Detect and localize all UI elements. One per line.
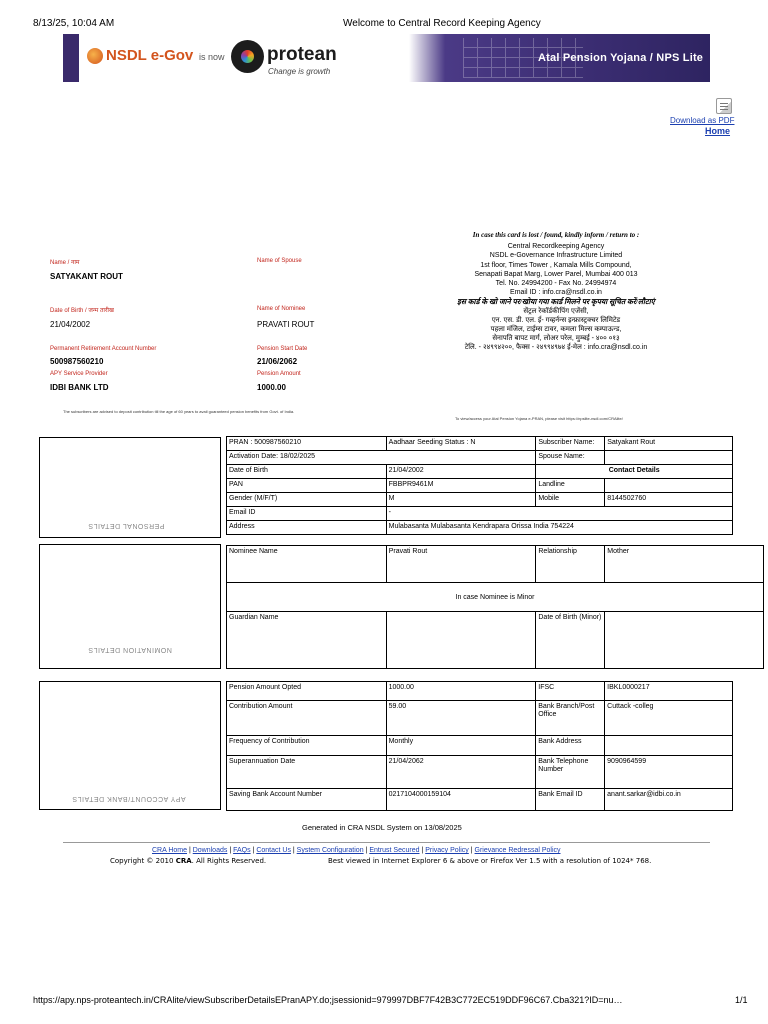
footer-divider xyxy=(63,842,710,843)
inform-line: Central Recordkeeping Agency xyxy=(507,243,605,251)
print-datetime: 8/13/25, 10:04 AM xyxy=(33,18,115,29)
table-row xyxy=(227,521,733,535)
inform-hindi-address xyxy=(423,307,689,353)
inform-line: Senapati Bapat Marg, Lower Parel, Mumbai 400 013 xyxy=(474,270,638,278)
gender-label-cell: Gender (M/F/T) xyxy=(227,493,387,507)
inform-address xyxy=(423,242,689,297)
guardian-name-label: Guardian Name xyxy=(227,612,387,669)
banner-left-strip xyxy=(63,34,79,82)
copyright-brand: CRA xyxy=(175,857,192,865)
inform-line: Tel. No. 24994200 - Fax No. 24994974 xyxy=(495,280,617,288)
table-row xyxy=(227,507,733,521)
subscriber-name-label: Subscriber Name: xyxy=(536,437,605,451)
gender-value-cell: M xyxy=(386,493,536,507)
contribution-amount-label: Contribution Amount xyxy=(227,701,387,736)
bank-telephone-label: Bank Telephone Number xyxy=(536,756,605,789)
ifsc-label: IFSC xyxy=(536,682,605,701)
home-link[interactable]: Home xyxy=(705,126,731,136)
protean-logo-icon xyxy=(231,40,264,73)
pension-amount-value: 1000.00 xyxy=(257,383,286,392)
footer-link-cra-home[interactable]: CRA Home xyxy=(152,847,188,854)
header-banner xyxy=(63,34,710,82)
pension-start-label: Pension Start Date xyxy=(257,346,308,352)
personal-details-section-label: PERSONAL DETAILS xyxy=(88,522,165,529)
protean-logo-text: protean xyxy=(267,44,337,65)
table-row xyxy=(227,546,764,583)
dob-value: 21/04/2002 xyxy=(50,320,91,329)
table-row xyxy=(227,583,764,612)
contact-details-heading: Contact Details xyxy=(536,465,733,479)
table-row xyxy=(227,479,733,493)
name-value: SATYAKANT ROUT xyxy=(50,272,123,281)
frequency-label: Frequency of Contribution xyxy=(227,736,387,756)
pension-opted-value: 1000.00 xyxy=(386,682,536,701)
landline-label-cell: Landline xyxy=(536,479,605,493)
inform-hindi-line: सेंट्रल रेकॉर्डकीपिंग एजेंसी, xyxy=(523,307,589,315)
bank-address-value xyxy=(605,736,733,756)
landline-value-cell xyxy=(605,479,733,493)
inform-hindi-line: एन. एस. डी. एल. ई- गव्हर्नन्स इन्फ्रास्ट्रक्चर लिमिटेड xyxy=(491,316,621,324)
inform-line: Email ID : info.cra@nsdl.co.in xyxy=(510,289,602,297)
contribution-advice: The subscribers are advised to deposit contribution till the age of 60 years to avail guaranteed pension benefits from Govt. of India. xyxy=(63,409,295,414)
inform-line: 1st floor, Times Tower , Kamala Mills Compound, xyxy=(480,261,632,269)
copyright-notice xyxy=(110,857,266,865)
relationship-label: Relationship xyxy=(536,546,605,583)
is-now-text: is now xyxy=(199,52,225,62)
nominee-label: Name of Nominee xyxy=(257,306,306,312)
copyright-suffix: . All Rights Reserved. xyxy=(191,857,267,865)
table-row xyxy=(227,736,733,756)
table-row xyxy=(227,756,733,789)
savings-account-value: 0217104000159104 xyxy=(386,789,536,811)
nominee-value: PRAVATI ROUT xyxy=(257,320,315,329)
personal-details-photo-box xyxy=(39,437,221,538)
bank-branch-value: Cuttack -colleg xyxy=(605,701,733,736)
footer-link-contact-us[interactable]: Contact Us xyxy=(256,847,291,854)
nominee-name-label: Nominee Name xyxy=(227,546,387,583)
mobile-value-cell: 8144502760 xyxy=(605,493,733,507)
print-url: https://apy.nps-proteantech.in/CRAlite/viewSubscriberDetailsEPranAPY.do;jsessionid=979997DBF7F42B3C772EC519DDF96C67.Cba321?ID=nu… xyxy=(33,995,623,1005)
nominee-name-value: Pravati Rout xyxy=(386,546,536,583)
banner-title: Atal Pension Yojana / NPS Lite xyxy=(538,52,704,64)
name-label: Name / नाम xyxy=(50,260,80,266)
minor-nominee-note: In case Nominee is Minor xyxy=(227,583,764,612)
pran-label: Permanent Retirement Account Number xyxy=(50,346,157,352)
generated-note: Generated in CRA NSDL System on 13/08/2025 xyxy=(302,823,462,832)
pension-opted-label: Pension Amount Opted xyxy=(227,682,387,701)
table-row xyxy=(227,701,733,736)
bank-telephone-value: 9090964599 xyxy=(605,756,733,789)
bank-email-value: anant.sarkar@idbi.co.in xyxy=(605,789,733,811)
epran-access-note: To view/access your Atal Pension Yojana e-PRAN, please visit https://npslite-nsdl.com/CRAlite/ xyxy=(455,416,623,421)
pran-cell: PRAN : 500987560210 xyxy=(227,437,387,451)
aadhaar-status-cell: Aadhaar Seeding Status : N xyxy=(386,437,536,451)
ifsc-value: IBKL0000217 xyxy=(605,682,733,701)
apy-bank-details-section-label: APY ACCOUNT/BANK DETAILS xyxy=(72,795,186,802)
print-page-title: Welcome to Central Record Keeping Agency xyxy=(343,18,541,29)
email-label-cell: Email ID xyxy=(227,507,387,521)
nomination-details-box xyxy=(39,544,221,669)
address-label-cell: Address xyxy=(227,521,387,535)
bank-branch-label: Bank Branch/Post Office xyxy=(536,701,605,736)
activation-date-cell: Activation Date: 18/02/2025 xyxy=(227,451,536,465)
download-as-pdf-link[interactable]: Download as PDF xyxy=(670,116,735,125)
copyright-prefix: Copyright © 2010 xyxy=(110,857,176,865)
apy-bank-details-box xyxy=(39,681,221,810)
bank-email-label: Bank Email ID xyxy=(536,789,605,811)
subscriber-name-value: Satyakant Rout xyxy=(605,437,733,451)
table-row xyxy=(227,682,733,701)
spouse-label: Name of Spouse xyxy=(257,258,302,264)
nomination-details-section-label: NOMINATION DETAILS xyxy=(88,646,172,653)
table-row xyxy=(227,465,733,479)
superannuation-label: Superannuation Date xyxy=(227,756,387,789)
footer-link-grievance-policy[interactable]: Grievance Redressal Policy xyxy=(474,847,561,854)
nomination-details-table xyxy=(226,545,764,669)
email-value-cell: - xyxy=(386,507,732,521)
table-row xyxy=(227,493,733,507)
apy-bank-details-table xyxy=(226,681,733,811)
inform-heading: In case this card is lost / found, kindly inform / return to : xyxy=(472,231,640,239)
lost-found-inform-block xyxy=(423,231,689,353)
table-row xyxy=(227,612,764,669)
bank-address-label: Bank Address xyxy=(536,736,605,756)
savings-account-label: Saving Bank Account Number xyxy=(227,789,387,811)
personal-details-table xyxy=(226,436,733,535)
frequency-value: Monthly xyxy=(386,736,536,756)
pension-start-value: 21/06/2062 xyxy=(257,357,298,366)
footer-link-faqs[interactable]: FAQs xyxy=(233,847,251,854)
pan-value-cell: FBBPR9461M xyxy=(386,479,536,493)
best-viewed-note: Best viewed in Internet Explorer 6 & above or Firefox Ver 1.5 with a resolution of 1024* 768. xyxy=(328,857,652,865)
minor-dob-value xyxy=(605,612,764,669)
dob-value-cell: 21/04/2002 xyxy=(386,465,536,479)
table-row xyxy=(227,437,733,451)
inform-line: NSDL e-Governance Infrastructure Limited xyxy=(489,252,623,260)
pran-value: 500987560210 xyxy=(50,357,104,366)
dob-label: Date of Birth / जन्म तारीख xyxy=(50,308,114,314)
nsdl-egov-logo-text: NSDL e-Gov xyxy=(106,47,194,64)
footer-link-entrust-secured[interactable]: Entrust Secured xyxy=(369,847,420,854)
apy-provider-value: IDBI BANK LTD xyxy=(50,383,109,392)
print-page-number: 1/1 xyxy=(735,995,748,1005)
footer-links: CRA Home | Downloads | FAQs | Contact Us | System Configuration | Entrust Secured | Privacy Policy | Grievance Redressal Policy xyxy=(152,847,561,854)
address-value-cell: Mulabasanta Mulabasanta Kendrapara Orissa India 754224 xyxy=(386,521,732,535)
pan-label-cell: PAN xyxy=(227,479,387,493)
contribution-amount-value: 59.00 xyxy=(386,701,536,736)
apy-provider-label: APY Service Provider xyxy=(50,371,108,377)
protean-tagline: Change is growth xyxy=(268,67,331,76)
pdf-document-icon[interactable] xyxy=(716,98,732,114)
inform-hindi-line: टेलि. - २४९९४२००, फैक्स - २४९९४९७४ ई-मेल : info.cra@nsdl.co.in xyxy=(464,344,648,352)
mobile-label-cell: Mobile xyxy=(536,493,605,507)
footer-link-downloads[interactable]: Downloads xyxy=(192,847,228,854)
pension-amount-label: Pension Amount xyxy=(257,371,301,377)
guardian-name-value xyxy=(386,612,536,669)
spouse-name-label: Spouse Name: xyxy=(536,451,605,465)
dob-label-cell: Date of Birth xyxy=(227,465,387,479)
minor-dob-label: Date of Birth (Minor) xyxy=(536,612,605,669)
table-row xyxy=(227,789,733,811)
inform-hindi-line: पहला मंजिल, टाईम्स टावर, कमला मिल्स कम्पाऊन्ड, xyxy=(490,326,622,334)
footer-link-system-configuration[interactable]: System Configuration xyxy=(296,847,364,854)
nsdl-logo-icon xyxy=(87,48,103,64)
inform-hindi-heading: इस कार्ड के खो जाने पर/खोया गया कार्ड मिलने पर कृपया सूचित करें/लौटाएं xyxy=(457,297,655,307)
superannuation-value: 21/04/2062 xyxy=(386,756,536,789)
table-row xyxy=(227,451,733,465)
inform-hindi-line: सेनापति बापट मार्ग, लोअर परेल, मुम्बई - ४०० ०१३ xyxy=(492,335,620,343)
spouse-name-value xyxy=(605,451,733,465)
footer-link-privacy-policy[interactable]: Privacy Policy xyxy=(425,847,469,854)
relationship-value: Mother xyxy=(605,546,764,583)
